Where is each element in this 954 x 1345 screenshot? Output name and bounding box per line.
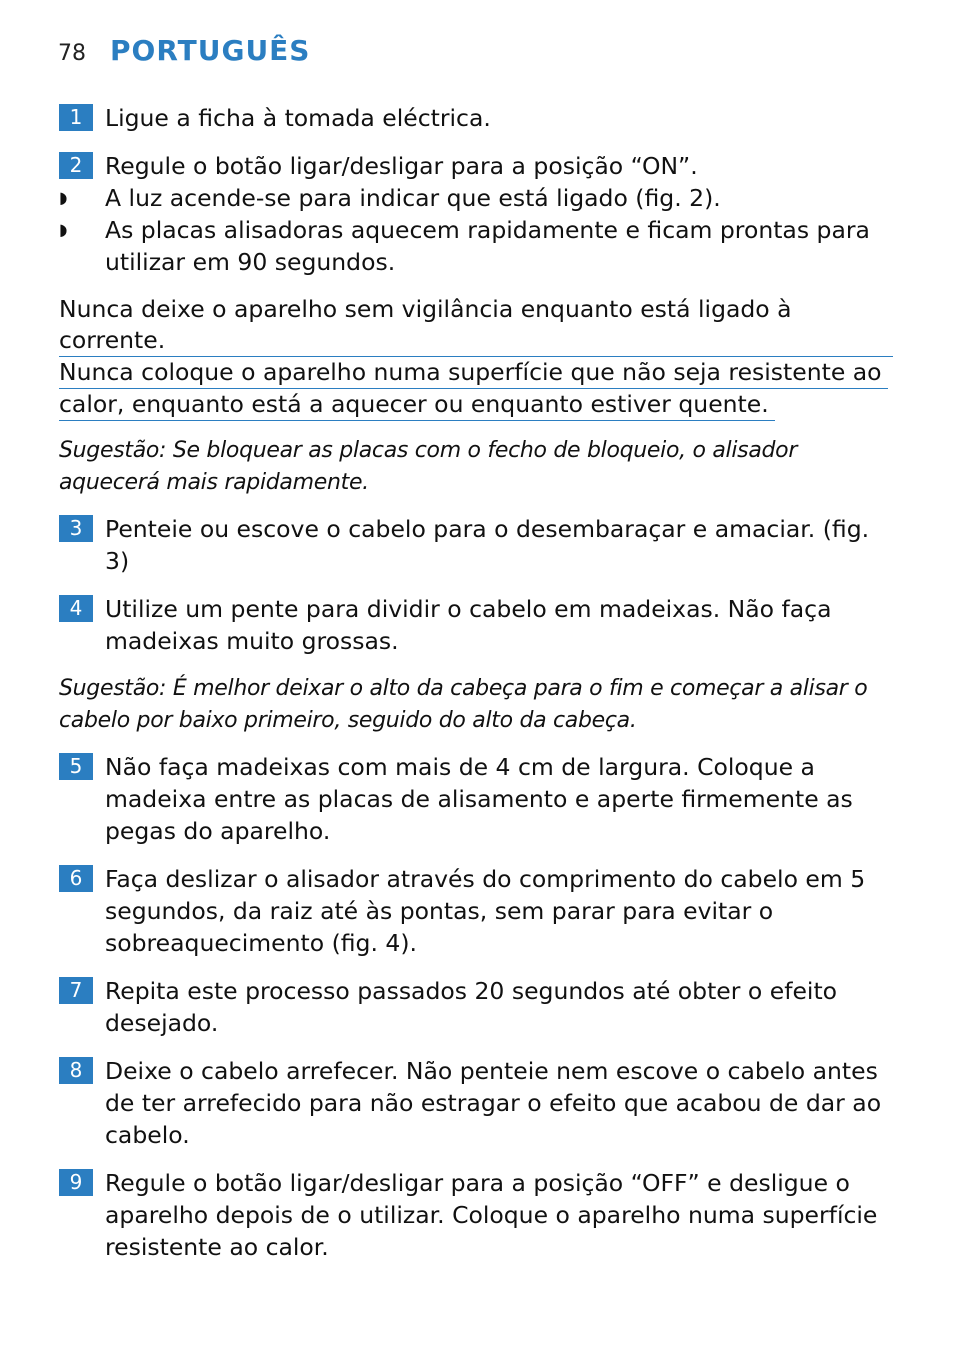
warning-block bbox=[59, 294, 893, 421]
step-number-badge: 9 bbox=[59, 1169, 93, 1196]
step-number-badge: 5 bbox=[59, 753, 93, 780]
section-title: PORTUGUÊS bbox=[110, 34, 311, 67]
step-text: Penteie ou escove o cabelo para o desembaraçar e amaciar. (fig. 3) bbox=[105, 515, 870, 575]
step-number-badge: 8 bbox=[59, 1057, 93, 1084]
step-text: Repita este processo passados 20 segundos até obter o efeito desejado. bbox=[105, 977, 838, 1037]
step-4 bbox=[59, 593, 893, 657]
step-number-badge: 2 bbox=[59, 152, 93, 179]
tip-note: Sugestão: Se bloquear as placas com o fecho de bloqueio, o alisador aquecerá mais rapidamente. bbox=[59, 438, 798, 495]
tip-note: Sugestão: É melhor deixar o alto da cabeça para o fim e começar a alisar o cabelo por baixo primeiro, seguido do alto da cabeça. bbox=[59, 676, 868, 733]
step-text: Utilize um pente para dividir o cabelo em madeixas. Não faça madeixas muito grossas. bbox=[105, 595, 832, 655]
step-text: Regule o botão ligar/desligar para a posição “ON”. bbox=[105, 152, 698, 180]
warning-line: Nunca coloque o aparelho numa superfície que não seja resistente ao bbox=[59, 357, 888, 389]
bullet-text: A luz acende-se para indicar que está ligado (fig. 2). bbox=[105, 184, 721, 212]
warning-line: calor, enquanto está a aquecer ou enquanto estiver quente. bbox=[59, 389, 775, 421]
step-text: Faça deslizar o alisador através do comprimento do cabelo em 5 segundos, da raiz até às pontas, sem parar para evitar o sobreaquecimento (fig. 4). bbox=[105, 865, 866, 957]
step-number-badge: 4 bbox=[59, 595, 93, 622]
bullet-arrow-icon: ◗ bbox=[59, 188, 68, 207]
step-1 bbox=[59, 102, 893, 134]
step-text: Deixe o cabelo arrefecer. Não penteie nem escove o cabelo antes de ter arrefecido para não estragar o efeito que acabou de dar ao cabelo. bbox=[105, 1057, 882, 1149]
step-number-badge: 1 bbox=[59, 104, 93, 131]
step-2 bbox=[59, 150, 893, 182]
warning-line: Nunca deixe o aparelho sem vigilância enquanto está ligado à corrente. bbox=[59, 294, 893, 357]
step-9 bbox=[59, 1167, 893, 1263]
page-number: 78 bbox=[58, 41, 86, 66]
step-8 bbox=[59, 1055, 893, 1151]
step-number-badge: 6 bbox=[59, 865, 93, 892]
step-number-badge: 7 bbox=[59, 977, 93, 1004]
step-6 bbox=[59, 863, 893, 959]
result-bullet bbox=[59, 214, 893, 278]
page-header bbox=[58, 34, 310, 74]
step-5 bbox=[59, 751, 893, 847]
step-text: Regule o botão ligar/desligar para a posição “OFF” e desligue o aparelho depois de o utilizar. Coloque o aparelho numa superfície resistente ao calor. bbox=[105, 1169, 878, 1261]
step-text: Não faça madeixas com mais de 4 cm de largura. Coloque a madeixa entre as placas de alisamento e aperte firmemente as pegas do aparelho. bbox=[105, 753, 853, 845]
step-7 bbox=[59, 975, 893, 1039]
bullet-text: As placas alisadoras aquecem rapidamente e ficam prontas para utilizar em 90 segundos. bbox=[105, 216, 870, 276]
instructions bbox=[59, 102, 893, 1279]
step-3 bbox=[59, 513, 893, 577]
step-number-badge: 3 bbox=[59, 515, 93, 542]
step-text: Ligue a ficha à tomada eléctrica. bbox=[105, 104, 491, 132]
bullet-arrow-icon: ◗ bbox=[59, 220, 68, 239]
result-bullet bbox=[59, 182, 893, 214]
